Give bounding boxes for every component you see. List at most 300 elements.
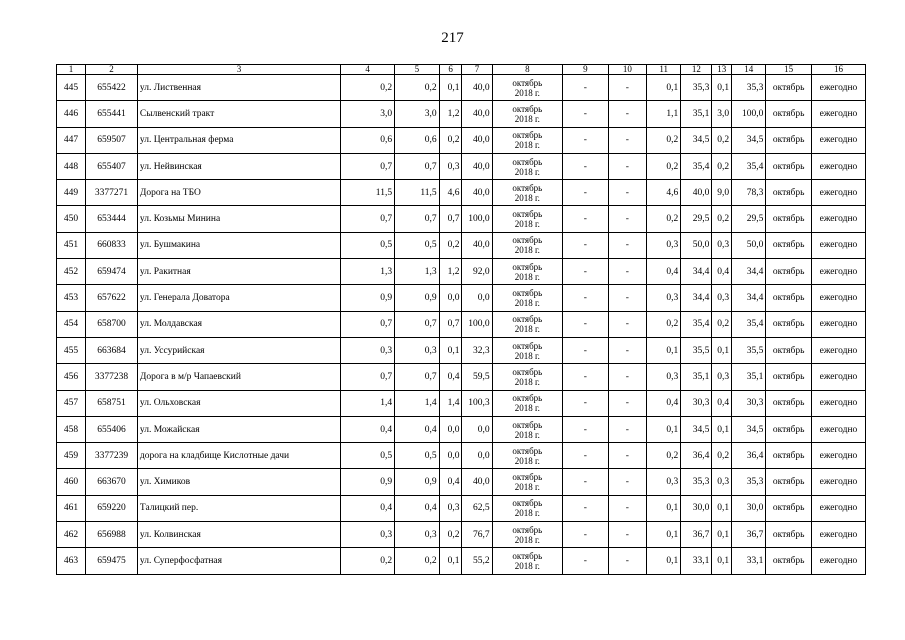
value-col5: 0,3 <box>395 337 440 363</box>
value-col4: 0,7 <box>341 311 395 337</box>
value-col9: - <box>563 443 609 469</box>
repair-date <box>492 337 563 363</box>
frequency: ежегодно <box>811 416 865 442</box>
value-col4: 11,5 <box>341 180 395 206</box>
value-col9: - <box>563 232 609 258</box>
value-col4: 0,4 <box>341 495 395 521</box>
value-col14: 100,0 <box>732 101 766 127</box>
value-col13: 0,3 <box>712 232 732 258</box>
row-number: 445 <box>57 75 86 101</box>
value-col7: 100,0 <box>462 311 492 337</box>
value-col14: 30,3 <box>732 390 766 416</box>
repair-date <box>492 495 563 521</box>
value-col4: 1,3 <box>341 259 395 285</box>
road-id: 3377271 <box>86 180 138 206</box>
repair-year: 2018 г. <box>514 219 540 230</box>
value-col4: 0,9 <box>341 469 395 495</box>
table-row <box>57 153 866 179</box>
value-col7: 40,0 <box>462 127 492 153</box>
road-name: ул. Центральная ферма <box>137 127 340 153</box>
repair-year: 2018 г. <box>514 350 540 361</box>
repair-month: октябрь <box>512 419 543 430</box>
value-col6: 0,1 <box>439 337 462 363</box>
repair-year: 2018 г. <box>514 245 540 256</box>
value-col7: 0,0 <box>462 443 492 469</box>
value-col14: 34,5 <box>732 416 766 442</box>
value-col9: - <box>563 416 609 442</box>
value-col10: - <box>608 416 646 442</box>
value-col5: 0,5 <box>395 443 440 469</box>
repair-date <box>492 469 563 495</box>
value-col7: 40,0 <box>462 153 492 179</box>
column-header: 5 <box>395 65 440 75</box>
value-col12: 35,1 <box>681 101 712 127</box>
value-col13: 0,1 <box>712 522 732 548</box>
value-col7: 32,3 <box>462 337 492 363</box>
value-col13: 9,0 <box>712 180 732 206</box>
road-id: 659507 <box>86 127 138 153</box>
value-col14: 36,7 <box>732 522 766 548</box>
row-number: 462 <box>57 522 86 548</box>
row-number: 457 <box>57 390 86 416</box>
repair-date <box>492 364 563 390</box>
road-name: Дорога в м/р Чапаевский <box>137 364 340 390</box>
value-col5: 0,2 <box>395 548 440 574</box>
frequency: ежегодно <box>811 101 865 127</box>
value-col13: 0,1 <box>712 548 732 574</box>
value-col14: 35,4 <box>732 311 766 337</box>
value-col5: 0,5 <box>395 232 440 258</box>
repair-year: 2018 г. <box>514 534 540 545</box>
value-col12: 36,4 <box>681 443 712 469</box>
value-col4: 0,2 <box>341 548 395 574</box>
value-col10: - <box>608 153 646 179</box>
repair-month: октябрь <box>512 472 543 483</box>
value-col7: 0,0 <box>462 416 492 442</box>
month-col15: октябрь <box>766 311 812 337</box>
table-row <box>57 416 866 442</box>
value-col7: 40,0 <box>462 469 492 495</box>
repair-month: октябрь <box>512 288 543 299</box>
road-name: ул. Бушмакина <box>137 232 340 258</box>
value-col13: 0,1 <box>712 495 732 521</box>
month-col15: октябрь <box>766 153 812 179</box>
repair-date <box>492 180 563 206</box>
value-col12: 35,1 <box>681 364 712 390</box>
value-col10: - <box>608 101 646 127</box>
value-col13: 0,1 <box>712 337 732 363</box>
row-number: 458 <box>57 416 86 442</box>
table-row <box>57 232 866 258</box>
table-row <box>57 127 866 153</box>
row-number: 450 <box>57 206 86 232</box>
road-id: 653444 <box>86 206 138 232</box>
value-col7: 55,2 <box>462 548 492 574</box>
value-col7: 59,5 <box>462 364 492 390</box>
value-col4: 0,3 <box>341 522 395 548</box>
road-name: ул. Молдавская <box>137 311 340 337</box>
value-col12: 33,1 <box>681 548 712 574</box>
repair-date <box>492 443 563 469</box>
month-col15: октябрь <box>766 443 812 469</box>
table-row <box>57 259 866 285</box>
value-col4: 0,4 <box>341 416 395 442</box>
value-col12: 35,5 <box>681 337 712 363</box>
value-col6: 0,3 <box>439 153 462 179</box>
row-number: 454 <box>57 311 86 337</box>
road-name: Талицкий пер. <box>137 495 340 521</box>
value-col7: 40,0 <box>462 101 492 127</box>
value-col11: 0,1 <box>647 337 681 363</box>
repair-date <box>492 153 563 179</box>
table-row <box>57 75 866 101</box>
value-col5: 0,6 <box>395 127 440 153</box>
frequency: ежегодно <box>811 285 865 311</box>
repair-year: 2018 г. <box>514 324 540 335</box>
value-col14: 33,1 <box>732 548 766 574</box>
value-col12: 35,3 <box>681 75 712 101</box>
value-col9: - <box>563 390 609 416</box>
month-col15: октябрь <box>766 548 812 574</box>
repair-month: октябрь <box>512 445 543 456</box>
value-col12: 50,0 <box>681 232 712 258</box>
value-col9: - <box>563 469 609 495</box>
value-col14: 29,5 <box>732 206 766 232</box>
column-header: 9 <box>563 65 609 75</box>
repair-year: 2018 г. <box>514 298 540 309</box>
repair-date <box>492 548 563 574</box>
value-col12: 35,4 <box>681 153 712 179</box>
value-col5: 0,9 <box>395 285 440 311</box>
value-col14: 30,0 <box>732 495 766 521</box>
repair-month: октябрь <box>512 261 543 272</box>
value-col10: - <box>608 75 646 101</box>
value-col4: 0,7 <box>341 364 395 390</box>
value-col5: 0,4 <box>395 495 440 521</box>
column-header: 3 <box>137 65 340 75</box>
value-col9: - <box>563 180 609 206</box>
repair-year: 2018 г. <box>514 482 540 493</box>
repair-month: октябрь <box>512 393 543 404</box>
road-id: 3377238 <box>86 364 138 390</box>
repair-month: октябрь <box>512 182 543 193</box>
value-col11: 0,1 <box>647 548 681 574</box>
value-col9: - <box>563 101 609 127</box>
value-col6: 0,4 <box>439 469 462 495</box>
value-col11: 0,1 <box>647 416 681 442</box>
value-col11: 0,2 <box>647 443 681 469</box>
repair-date <box>492 416 563 442</box>
repair-year: 2018 г. <box>514 166 540 177</box>
value-col10: - <box>608 232 646 258</box>
value-col5: 1,3 <box>395 259 440 285</box>
value-col14: 35,3 <box>732 75 766 101</box>
value-col14: 35,5 <box>732 337 766 363</box>
row-number: 446 <box>57 101 86 127</box>
month-col15: октябрь <box>766 337 812 363</box>
road-id: 658700 <box>86 311 138 337</box>
road-name: ул. Нейвинская <box>137 153 340 179</box>
column-header: 8 <box>492 65 563 75</box>
frequency: ежегодно <box>811 522 865 548</box>
value-col6: 0,3 <box>439 495 462 521</box>
column-header: 10 <box>608 65 646 75</box>
table-row <box>57 548 866 574</box>
value-col9: - <box>563 75 609 101</box>
repair-year: 2018 г. <box>514 403 540 414</box>
value-col10: - <box>608 443 646 469</box>
repair-year: 2018 г. <box>514 192 540 203</box>
value-col6: 0,1 <box>439 548 462 574</box>
row-number: 460 <box>57 469 86 495</box>
frequency: ежегодно <box>811 311 865 337</box>
value-col9: - <box>563 206 609 232</box>
value-col7: 40,0 <box>462 232 492 258</box>
repair-month: октябрь <box>512 130 543 141</box>
repair-month: октябрь <box>512 550 543 561</box>
column-header: 2 <box>86 65 138 75</box>
value-col11: 0,4 <box>647 259 681 285</box>
value-col12: 30,3 <box>681 390 712 416</box>
repair-date <box>492 285 563 311</box>
table-body <box>57 75 866 575</box>
table-row <box>57 337 866 363</box>
value-col6: 0,2 <box>439 127 462 153</box>
frequency: ежегодно <box>811 495 865 521</box>
value-col9: - <box>563 311 609 337</box>
road-id: 663684 <box>86 337 138 363</box>
value-col13: 0,2 <box>712 443 732 469</box>
repair-month: октябрь <box>512 77 543 88</box>
table-row <box>57 311 866 337</box>
value-col5: 0,3 <box>395 522 440 548</box>
value-col6: 1,2 <box>439 101 462 127</box>
repair-year: 2018 г. <box>514 376 540 387</box>
value-col14: 35,4 <box>732 153 766 179</box>
frequency: ежегодно <box>811 180 865 206</box>
value-col14: 35,1 <box>732 364 766 390</box>
repair-year: 2018 г. <box>514 140 540 151</box>
column-header: 16 <box>811 65 865 75</box>
row-number: 456 <box>57 364 86 390</box>
value-col7: 40,0 <box>462 75 492 101</box>
repair-month: октябрь <box>512 340 543 351</box>
road-id: 655406 <box>86 416 138 442</box>
column-header: 12 <box>681 65 712 75</box>
value-col9: - <box>563 548 609 574</box>
value-col11: 0,1 <box>647 75 681 101</box>
row-number: 448 <box>57 153 86 179</box>
value-col11: 0,2 <box>647 311 681 337</box>
road-id: 659220 <box>86 495 138 521</box>
value-col13: 0,4 <box>712 390 732 416</box>
month-col15: октябрь <box>766 259 812 285</box>
month-col15: октябрь <box>766 469 812 495</box>
value-col10: - <box>608 127 646 153</box>
value-col10: - <box>608 285 646 311</box>
value-col10: - <box>608 522 646 548</box>
value-col5: 0,7 <box>395 311 440 337</box>
column-header: 1 <box>57 65 86 75</box>
repair-date <box>492 101 563 127</box>
frequency: ежегодно <box>811 232 865 258</box>
road-id: 3377239 <box>86 443 138 469</box>
row-number: 459 <box>57 443 86 469</box>
value-col13: 0,2 <box>712 153 732 179</box>
value-col11: 0,3 <box>647 285 681 311</box>
row-number: 452 <box>57 259 86 285</box>
road-name: Сылвенский тракт <box>137 101 340 127</box>
frequency: ежегодно <box>811 469 865 495</box>
value-col14: 34,4 <box>732 259 766 285</box>
column-header: 14 <box>732 65 766 75</box>
column-header: 11 <box>647 65 681 75</box>
value-col11: 0,2 <box>647 206 681 232</box>
value-col13: 0,1 <box>712 416 732 442</box>
value-col10: - <box>608 469 646 495</box>
frequency: ежегодно <box>811 390 865 416</box>
row-number: 463 <box>57 548 86 574</box>
repair-year: 2018 г. <box>514 429 540 440</box>
road-name: Дорога на ТБО <box>137 180 340 206</box>
road-id: 655407 <box>86 153 138 179</box>
column-header: 13 <box>712 65 732 75</box>
repair-year: 2018 г. <box>514 113 540 124</box>
value-col12: 34,5 <box>681 127 712 153</box>
row-number: 453 <box>57 285 86 311</box>
road-id: 656988 <box>86 522 138 548</box>
value-col5: 0,7 <box>395 153 440 179</box>
month-col15: октябрь <box>766 285 812 311</box>
value-col12: 36,7 <box>681 522 712 548</box>
road-name: ул. Ракитная <box>137 259 340 285</box>
value-col6: 0,7 <box>439 311 462 337</box>
repair-date <box>492 232 563 258</box>
frequency: ежегодно <box>811 337 865 363</box>
road-name: ул. Уссурийская <box>137 337 340 363</box>
value-col13: 0,2 <box>712 311 732 337</box>
row-number: 451 <box>57 232 86 258</box>
value-col9: - <box>563 364 609 390</box>
value-col11: 0,1 <box>647 495 681 521</box>
value-col11: 0,2 <box>647 153 681 179</box>
value-col12: 34,4 <box>681 285 712 311</box>
value-col13: 0,2 <box>712 127 732 153</box>
frequency: ежегодно <box>811 153 865 179</box>
road-name: ул. Суперфосфатная <box>137 548 340 574</box>
table-row <box>57 101 866 127</box>
value-col5: 11,5 <box>395 180 440 206</box>
value-col12: 35,4 <box>681 311 712 337</box>
value-col10: - <box>608 337 646 363</box>
table-row <box>57 180 866 206</box>
value-col6: 0,0 <box>439 285 462 311</box>
value-col14: 34,4 <box>732 285 766 311</box>
value-col4: 0,6 <box>341 127 395 153</box>
month-col15: октябрь <box>766 390 812 416</box>
repair-date <box>492 522 563 548</box>
value-col13: 0,4 <box>712 259 732 285</box>
value-col11: 4,6 <box>647 180 681 206</box>
value-col14: 78,3 <box>732 180 766 206</box>
repair-month: октябрь <box>512 524 543 535</box>
value-col7: 40,0 <box>462 180 492 206</box>
value-col12: 34,4 <box>681 259 712 285</box>
road-name: ул. Можайская <box>137 416 340 442</box>
table-row <box>57 390 866 416</box>
month-col15: октябрь <box>766 495 812 521</box>
month-col15: октябрь <box>766 232 812 258</box>
value-col6: 0,0 <box>439 443 462 469</box>
value-col4: 0,5 <box>341 443 395 469</box>
value-col10: - <box>608 390 646 416</box>
value-col4: 0,7 <box>341 206 395 232</box>
month-col15: октябрь <box>766 416 812 442</box>
row-number: 455 <box>57 337 86 363</box>
month-col15: октябрь <box>766 75 812 101</box>
value-col7: 0,0 <box>462 285 492 311</box>
table-row <box>57 443 866 469</box>
road-id: 659474 <box>86 259 138 285</box>
repair-year: 2018 г. <box>514 455 540 466</box>
value-col10: - <box>608 180 646 206</box>
month-col15: октябрь <box>766 127 812 153</box>
value-col7: 100,3 <box>462 390 492 416</box>
road-name: ул. Генерала Доватора <box>137 285 340 311</box>
value-col9: - <box>563 522 609 548</box>
repair-date <box>492 127 563 153</box>
repair-month: октябрь <box>512 235 543 246</box>
road-id: 663670 <box>86 469 138 495</box>
road-id: 655441 <box>86 101 138 127</box>
value-col7: 62,5 <box>462 495 492 521</box>
month-col15: октябрь <box>766 522 812 548</box>
value-col10: - <box>608 311 646 337</box>
repair-month: октябрь <box>512 498 543 509</box>
value-col10: - <box>608 548 646 574</box>
frequency: ежегодно <box>811 127 865 153</box>
repair-date <box>492 206 563 232</box>
repair-year: 2018 г. <box>514 87 540 98</box>
value-col4: 0,2 <box>341 75 395 101</box>
value-col11: 0,3 <box>647 364 681 390</box>
value-col12: 34,5 <box>681 416 712 442</box>
repair-month: октябрь <box>512 366 543 377</box>
road-id: 660833 <box>86 232 138 258</box>
row-number: 449 <box>57 180 86 206</box>
row-number: 461 <box>57 495 86 521</box>
column-header: 4 <box>341 65 395 75</box>
repair-year: 2018 г. <box>514 560 540 571</box>
value-col6: 0,2 <box>439 232 462 258</box>
value-col12: 29,5 <box>681 206 712 232</box>
column-header: 15 <box>766 65 812 75</box>
value-col5: 1,4 <box>395 390 440 416</box>
value-col5: 0,7 <box>395 364 440 390</box>
value-col9: - <box>563 259 609 285</box>
road-id: 657622 <box>86 285 138 311</box>
repair-date <box>492 311 563 337</box>
value-col14: 34,5 <box>732 127 766 153</box>
value-col12: 35,3 <box>681 469 712 495</box>
value-col11: 0,2 <box>647 127 681 153</box>
road-name: ул. Колвинская <box>137 522 340 548</box>
value-col11: 0,3 <box>647 232 681 258</box>
value-col7: 100,0 <box>462 206 492 232</box>
value-col6: 1,4 <box>439 390 462 416</box>
value-col9: - <box>563 127 609 153</box>
table-row <box>57 285 866 311</box>
